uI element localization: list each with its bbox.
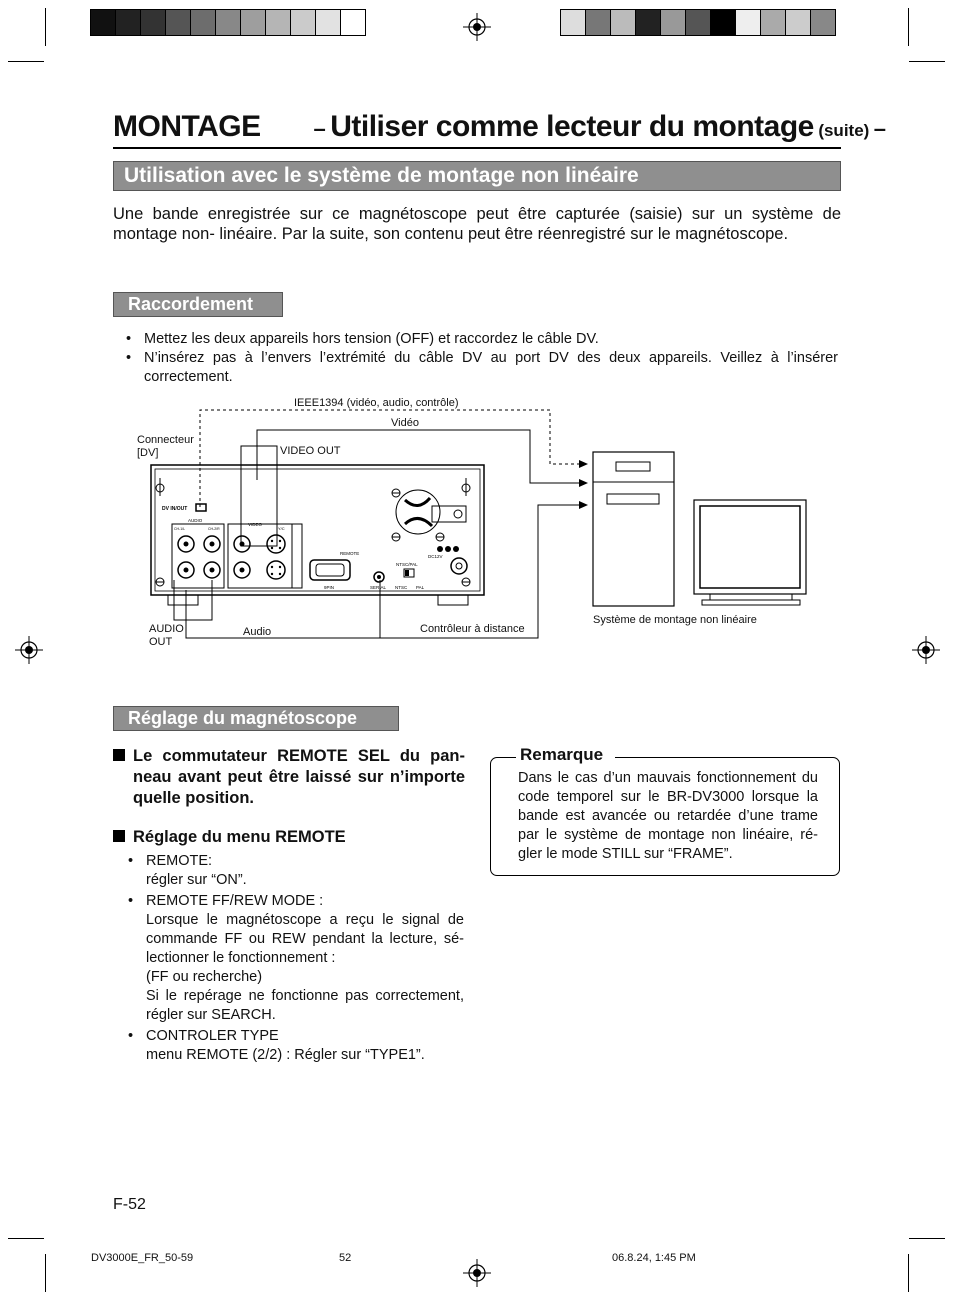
- arrow-icon: [579, 460, 588, 468]
- section-heading: Utilisation avec le système de montage non linéaire: [113, 161, 841, 191]
- connection-diagram: [0, 390, 954, 660]
- square-bullet-icon: [113, 749, 125, 761]
- connector-label: Connecteur [DV]: [137, 434, 194, 459]
- rca-jack-icon: [234, 536, 250, 552]
- remote-controller-label: Contrôleur à distance: [420, 623, 525, 635]
- footer-page: 52: [339, 1252, 352, 1264]
- crop-mark: [908, 8, 909, 46]
- title-dash: –: [313, 116, 326, 141]
- title-sub: Utiliser comme lecteur du montage: [330, 110, 814, 143]
- screw-icon: [392, 489, 400, 497]
- serial-jack-icon: [374, 572, 384, 582]
- list-item: • CONTROLER TYPE menu REMOTE (2/2) : Régler sur “TYPE1”.: [128, 1028, 425, 1063]
- panel-label: DV IN/OUT: [162, 506, 188, 512]
- screw-icon: [392, 533, 400, 541]
- crop-mark: [45, 8, 46, 46]
- page-number: F-52: [113, 1196, 146, 1213]
- ieee-label: IEEE1394 (vidéo, audio, contrôle): [294, 397, 459, 409]
- crop-mark: [8, 1238, 44, 1239]
- rca-jack-icon: [204, 562, 220, 578]
- remote-sel-heading: Le commutateur REMOTE SEL du pan- neau avant peut être laissé sur n’importe quelle position.: [113, 746, 465, 809]
- screw-icon: [156, 478, 164, 496]
- crop-mark: [45, 1254, 46, 1292]
- panel-label: DC12V: [428, 554, 443, 559]
- panel-label: AUDIO: [188, 518, 203, 523]
- list-item: • REMOTE: régler sur “ON”.: [128, 853, 247, 888]
- video-out-label: VIDEO OUT: [280, 445, 341, 457]
- list-item: • Mettez les deux appareils hors tension (OFF) et raccordez le câble DV.: [126, 331, 599, 347]
- panel-label: VIDEO: [248, 522, 263, 527]
- panel-label: REMOTE: [340, 551, 360, 556]
- calibration-bar-right: [560, 9, 836, 36]
- rca-jack-icon: [204, 536, 220, 552]
- crop-mark: [909, 1238, 945, 1239]
- arrow-icon: [579, 479, 588, 487]
- rca-jack-icon: [178, 562, 194, 578]
- panel-label: SERIAL: [370, 585, 387, 590]
- computer-tower-icon: [593, 452, 674, 606]
- intro-paragraph: Une bande enregistrée sur ce magnétoscope peut être capturée (saisie) sur un système de montage non- linéaire. Par la suite, son contenu peut être réenregistré sur le magnétoscope.: [113, 205, 841, 243]
- screw-icon: [156, 578, 164, 586]
- title-suite: (suite): [818, 121, 870, 140]
- page-title: [113, 110, 886, 144]
- registration-mark-icon: [463, 1259, 491, 1287]
- crop-mark: [8, 61, 44, 62]
- monitor-icon: [694, 500, 806, 605]
- reglage-heading: Réglage du magnétoscope: [113, 706, 399, 731]
- registration-mark-icon: [463, 13, 491, 41]
- dc-jack-icon: [451, 558, 467, 574]
- panel-label: NTSC/PAL: [396, 562, 418, 567]
- raccordement-bullets: [126, 330, 838, 387]
- title-main: MONTAGE: [113, 110, 261, 143]
- rca-jack-icon: [234, 562, 250, 578]
- screw-icon: [436, 533, 444, 541]
- s-video-jack-icon: [267, 535, 285, 553]
- editing-system-label: Système de montage non linéaire: [593, 614, 757, 626]
- dc-jack-icon: [437, 546, 459, 552]
- panel-label: Y/C: [278, 526, 285, 531]
- calibration-bar-left: [90, 9, 366, 36]
- title-end-dash: –: [873, 116, 887, 141]
- video-label: Vidéo: [391, 417, 419, 429]
- remark-title: Remarque: [516, 745, 615, 765]
- audio-out-label: AUDIO OUT: [149, 623, 184, 648]
- crop-mark: [909, 61, 945, 62]
- list-item: • REMOTE FF/REW MODE : Lorsque le magnétoscope a reçu le signal de commande FF ou REW pendant la lecture, sé- lectionner le fonctionnement : (FF ou recherche) Si le repérage ne fonctionne pas correctement, régler sur SEARCH.: [128, 893, 464, 1023]
- raccordement-heading: Raccordement: [113, 292, 283, 317]
- screw-icon: [462, 478, 470, 496]
- menu-remote-heading: Réglage du menu REMOTE: [113, 827, 346, 847]
- panel-label: NTSC: [395, 585, 408, 590]
- panel-label: PAL: [416, 585, 425, 590]
- audio-cable-line: [186, 505, 582, 638]
- s-video-jack-icon: [267, 561, 285, 579]
- audio-label: Audio: [243, 626, 272, 638]
- video-out-connector: [241, 446, 277, 546]
- rca-jack-icon: [178, 536, 194, 552]
- title-rule: [113, 147, 841, 149]
- dv-port: [196, 504, 206, 511]
- audio-out-connector: [174, 580, 212, 620]
- footer-file: DV3000E_FR_50-59: [91, 1252, 194, 1264]
- panel-label: CH-2/R: [208, 527, 220, 531]
- square-bullet-icon: [113, 830, 125, 842]
- panel-label: CH-1/L: [174, 527, 186, 531]
- panel-label: 9PIN: [324, 585, 335, 590]
- crop-mark: [908, 1254, 909, 1292]
- fan-icon: [396, 490, 466, 534]
- menu-remote-list: [128, 852, 464, 1067]
- screw-icon: [462, 578, 470, 586]
- footer-date: 06.8.24, 1:45 PM: [612, 1252, 696, 1264]
- list-item: • N’insérez pas à l’envers l’extrémité du câble DV au port DV des deux appareils. Veillez à l’insérer correctement.: [126, 350, 838, 385]
- arrow-icon: [579, 501, 588, 509]
- remark-text: Dans le cas d’un mauvais fonctionnement du code temporel sur le BR-DV3000 lorsque la bande est avancée ou retardée d’une trame par le système de montage non linéaire, ré- gler le mode STILL sur “FRAME”.: [518, 770, 818, 862]
